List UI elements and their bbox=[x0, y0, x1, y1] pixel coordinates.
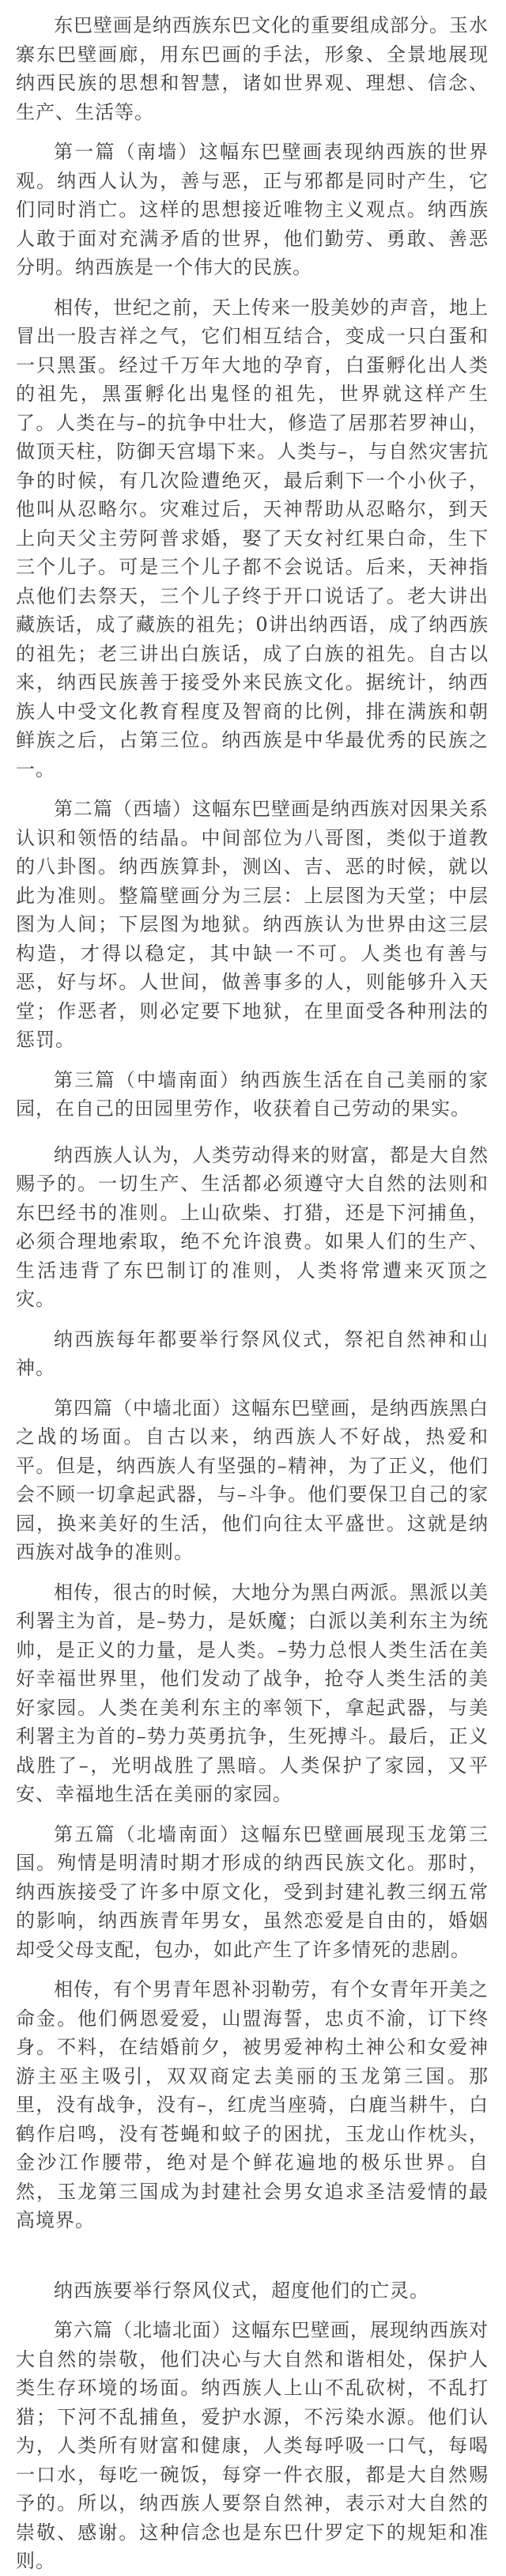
paragraph-chapter-2: 第二篇（西墙）这幅东巴壁画是纳西族对因果关系认识和领悟的结晶。中间部位为八哥图，类似于道教的八卦图。纳西族算卦，测凶、吉、恶的时候，就以此为准则。整篇壁画分为三层：上层图为天堂；中层图为人间；下层图为地狱。纳西族认为世界由这三层构造，才得以稳定，其中缺一不可。人类也有善与恶，好与坏。人世间，做善事多的人，则能够升入天堂；作恶者，则必定要下地狱，在里面受各种刑法的惩罚。 bbox=[16, 798, 489, 1051]
paragraph-legend-war: 相传，很古的时候，大地分为黑白两派。黑派以美利署主为首，是–势力，是妖魔；白派以美利东主为统帅，是正义的力量，是人类。–势力总恨人类生活在美好幸福世界里，他们发动了战争，抢夺人类生活的美好家园。人类在美利东主的率领下，拿起武器，与美利署主为首的–势力英勇抗争，生死搏斗。最后，正义战胜了–，光明战胜了黑暗。人类保护了家园，又平安、幸福地生活在美丽的家园。 bbox=[16, 1581, 489, 1805]
paragraph-chapter-1: 第一篇（南墙）这幅东巴壁画表现纳西族的世界观。纳西人认为，善与恶，正与邪都是同时产生，它们同时消亡。这样的思想接近唯物主义观点。纳西族人敢于面对充满矛盾的世界，他们勤劳、勇敢、善恶分明。纳西族是一个伟大的民族。 bbox=[16, 141, 489, 278]
paragraph-legend-love: 相传，有个男青年恩补羽勒劳，有个女青年开美之命金。他们俩恩爱爱，山盟海誓，忠贞不渝，订下终身。不料，在结婚前夕，被男爱神构土神公和女爱神游主巫主吸引，双双商定去美丽的玉龙第三国。那里，没有战争，没有–，红虎当座骑，白鹿当耕牛，白鹤作启鸣，没有苍蝇和蚊子的困扰，玉龙山作枕头，金沙江作腰带，绝对是个鲜花遍地的极乐世界。自然，玉龙第三国成为封建社会男女追求圣洁爱情的最高境界。 bbox=[16, 1978, 489, 2231]
paragraph-wind-ritual-souls: 纳西族要举行祭风仪式，超度他们的亡灵。 bbox=[54, 2279, 429, 2302]
paragraph-nature-rules: 纳西族人认为，人类劳动得来的财富，都是大自然赐予的。一切生产、生活都必须遵守大自然的法则和东巴经书的准则。上山砍柴、打猎，还是下河捕鱼，必须合理地索取，绝不允许浪费。如果人们的生产、生活违背了东巴制订的准则，人类将常遭来灭顶之灾。 bbox=[16, 1143, 489, 1310]
paragraph-chapter-6: 第六篇（北墙北面）这幅东巴壁画，展现纳西族对大自然的崇敬，他们决心与大自然和谐相处，保护人类生存环境的场面。纳西族人上山不乱砍树，不乱打猎；下河不乱捕鱼，爱护水源，不污染水源。他们认为，人类所有财富和健康，人类每呼吸一口气，每喝一口水，每吃一碗饭，每穿一件衣服，都是大自然赐予的。所以，纳西族人要祭自然神，表示对大自然的崇敬、感谢。这种信念也是东巴什罗定下的规矩和准则。 bbox=[16, 2319, 489, 2572]
paragraph-wind-ritual: 纳西族每年都要举行祭风仪式，祭祀自然神和山神。 bbox=[16, 1328, 489, 1379]
paragraph-legend-origin: 相传，世纪之前，天上传来一股美妙的声音，地上冒出一股吉祥之气，它们相互结合，变成一只白蛋和一只黑蛋。经过千万年大地的孕育，白蛋孵化出人类的祖先，黑蛋孵化出鬼怪的祖先，世界就这样产生了。人类在与–的抗争中壮大，修造了居那若罗神山，做顶天柱，防御天宫塌下来。人类与–，与自然灾害抗争的时候，有几次险遭绝灭，最后剩下一个小伙子，他叫从忍略尔。灾难过后，天神帮助从忍略尔，到天上向天父主劳阿普求婚，娶了天女衬红果白命，生下三个儿子。可是三个儿子都不会说话。后来，天神指点他们去祭天，三个儿子终于开口说话了。老大讲出藏族话，成了藏族的祖先；0讲出纳西语，成了纳西族的祖先；老三讲出白族话，成了白族的祖先。自古以来，纳西民族善于接受外来民族文化。据统计，纳西族人中受文化教育程度及智商的比例，排在满族和朝鲜族之后，占第三位。纳西族是中华最优秀的民族之一。 bbox=[16, 296, 489, 780]
paragraph-chapter-4: 第四篇（中墙北面）这幅东巴壁画，是纳西族黑白之战的场面。自古以来，纳西族人不好战，热爱和平。但是，纳西族人有坚强的–精神，为了正义，他们会不顾一切拿起武器，与–斗争。他们要保卫自己的家园，换来美好的生活，他们向往太平盛世。这就是纳西族对战争的准则。 bbox=[16, 1396, 489, 1563]
paragraph-chapter-3: 第三篇（中墙南面）纳西族生活在自己美丽的家园，在自己的田园里劳作，收获着自己劳动的果实。 bbox=[16, 1068, 489, 1120]
paragraph-chapter-5: 第五篇（北墙南面）这幅东巴壁画展现玉龙第三国。殉情是明清时期才形成的纳西民族文化。那时，纳西族接受了许多中原文化，受到封建礼教三纲五常的影响，纳西族青年男女，虽然恋爱是自由的，婚姻却受父母支配，包办，如此产生了许多情死的悲剧。 bbox=[16, 1822, 489, 1961]
paragraph-intro: 东巴壁画是纳西族东巴文化的重要组成部分。玉水寨东巴壁画廊，用东巴画的手法，形象、全景地展现纳西民族的思想和智慧，诸如世界观、理想、信念、生产、生活等。 bbox=[16, 14, 489, 123]
